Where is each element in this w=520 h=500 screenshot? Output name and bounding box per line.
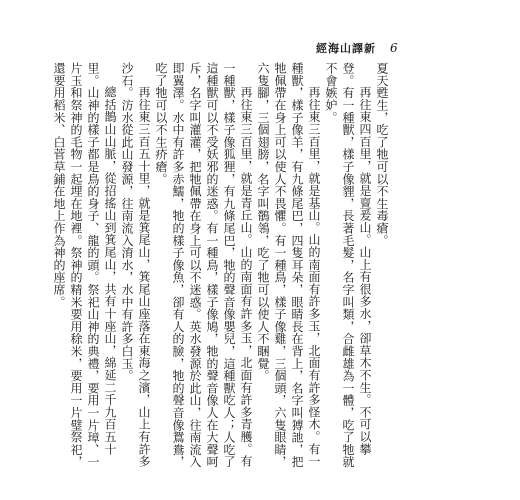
paragraph: 再往東三百里，就是青丘山。山的南面有許多玉，北面有許多青雘。有一種獸，樣子像狐狸，有九條尾巴，牠的聲音像嬰兒，這種獸吃人；人吃了這種獸可以不受妖邪的迷惑。有一種鳥，樣子像鳩，牠的聲音像人在大聲呵斥，名字叫灌灌，把牠佩帶在身上可以不迷惑。英水發源於此山，往南流入即翼澤。水中有許多赤鱬，牠的樣子像魚，卻有人的臉，牠的聲音像鴛鴦，吃了牠可以不生疥瘡。 [154,62,253,468]
paragraph: 夏天甦生，吃了牠可以不生毒瘡。 [375,62,389,247]
body-text [50,62,390,472]
running-head [316,40,398,56]
page-number: 6 [390,41,398,55]
paragraph: 再往東三百五十里，就是箕尾山，箕尾山座落在東海之濱，山上有許多沙石。汸水從此山發源，往南流入淯水，水中有許多白玉。 [120,62,151,468]
paragraph: 再往東四百里，就是亶爰山。山上有很多水，卻草木不生。不可以攀登。有一種獸，樣子像貍，長著毛髮，名字叫類，合雌雄為一體，吃了牠就不會嫉妒。 [324,62,372,468]
running-title: 經海山譯新 [316,42,376,55]
paragraph: 總括鵲山山脈，從招搖山到箕尾山，共有十座山，綿延二千九百五十里。山神的樣子都是鳥的身子、龍的頭。祭祀山神的典禮，要用一片璋、一片玉和祭神的毛物一起埋在地裡。祭神的精米要用稌米，要用一片璧祭祀，還要用稻米、白菅草鋪在地上作為神的座席。 [52,62,117,468]
paragraph: 再往東三百里，就是基山。山的南面有許多玉，北面有許多怪木。有一種獸，樣子像羊，有九條尾巴，四隻耳朵，眼睛長在背上，名字叫猼訑，把牠佩帶在身上可以使人不畏懼。有一種鳥，樣子像雞，三個頭，六隻眼睛，六隻腳，三個翅膀，名字叫鶺鴒，吃了牠可以使人不睏覺。 [256,62,321,468]
